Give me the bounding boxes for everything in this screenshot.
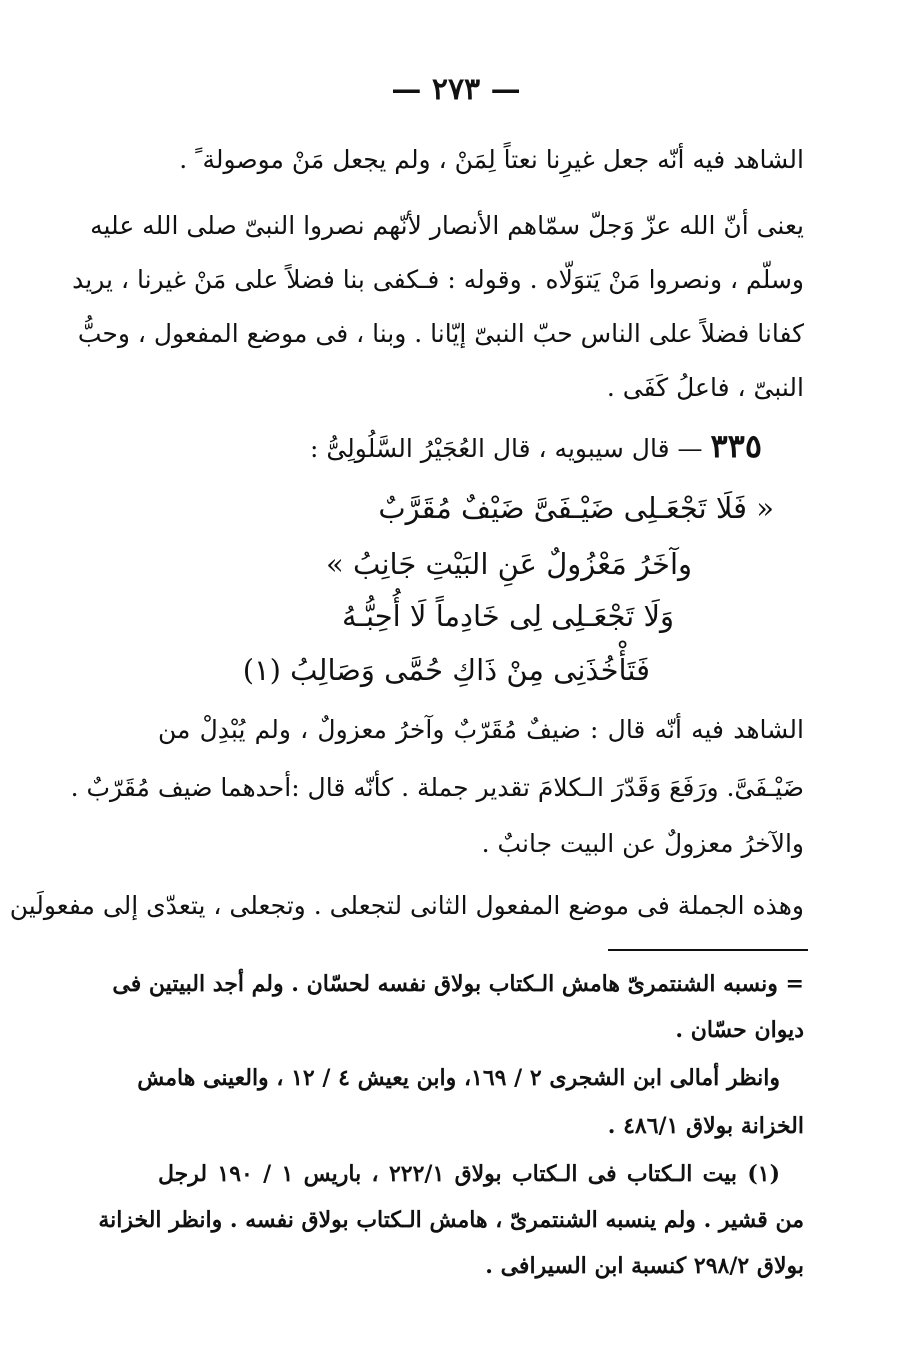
footnote-separator <box>608 949 808 951</box>
footnote-line: = ونسبه الشنتمرىّ هامش الـكتاب بولاق نفسه لحسّان . ولم أجد البيتين فى <box>112 971 804 997</box>
body-line: يعنى أنّ الله عزّ وَجلّ سمّاهم الأنصار لأنّهم نصروا النبىّ صلى الله عليه <box>90 211 804 240</box>
body-line: وسلّم ، ونصروا مَنْ يَتوَلّاه . وقوله : فـكفى بنا فضلاً على مَنْ غيرنا ، يريد <box>72 265 804 294</box>
entry-intro: — قال سيبويه ، قال العُجَيْرُ السَّلُولِىُّ : <box>309 434 703 463</box>
footnote-line: من قشير . ولم ينسبه الشنتمرىّ ، هامش الـكتاب بولاق نفسه . وانظر الخزانة <box>98 1207 804 1233</box>
entry-heading <box>310 428 762 467</box>
commentary-line: الشاهد فيه أنّه قال : ضيفٌ مُقَرّبٌ وآخرُ معزولٌ ، ولم يُبْدِلْ من <box>158 715 804 744</box>
verse-line: وآخَرُ مَعْزُولٌ عَنِ البَيْتِ جَانِبُ » <box>326 547 692 581</box>
commentary-line: والآخرُ معزولٌ عن البيت جانبٌ . <box>481 829 804 858</box>
verse-line: فَتَأْخُذَنِى مِنْ ذَاكِ حُمَّى وَصَالِبُ (١) <box>242 653 650 687</box>
footnote-line: (١) بيت الـكتاب فى الـكتاب بولاق ٢٢٢/١ ، باريس ١ / ١٩٠ لرجل <box>158 1161 780 1187</box>
body-line: كفانا فضلاً على الناس حبّ النبىّ إيّانا . وبنا ، فى موضع المفعول ، وحبُّ <box>77 319 804 348</box>
footnote-line: الخزانة بولاق ٤٨٦/١ . <box>607 1113 804 1139</box>
body-line: النبىّ ، فاعلُ كَفَى . <box>606 373 804 402</box>
verse-line: وَلَا تَجْعَـلِى لِى خَادِماً لَا أُحِبُّـهُ <box>341 599 674 633</box>
commentary-line: وهذه الجملة فى موضع المفعول الثانى لتجعلى . وتجعلى ، يتعدّى إلى مفعولَين <box>9 891 804 920</box>
footnote-line: وانظر أمالى ابن الشجرى ٢ / ١٦٩، وابن يعيش ٤ / ١٢ ، والعينى هامش <box>137 1065 780 1091</box>
footnote-line: بولاق ٢٩٨/٢ كنسبة ابن السيرافى . <box>485 1253 804 1279</box>
verse-line: « فَلَا تَجْعَـلِى ضَيْـفَىَّ ضَيْفٌ مُقَرَّبٌ <box>378 491 774 525</box>
footnote-line: ديوان حسّان . <box>675 1017 804 1043</box>
commentary-line: ضَيْـفَىَّ. ورَفَعَ وَقَدّرَ الـكلامَ تقدير جملة . كأنّه قال :أحدهما ضيف مُقَرّبٌ . <box>70 773 804 802</box>
page-number: — ٢٧٣ — <box>391 72 521 107</box>
entry-number: ٣٣٥ <box>710 427 762 465</box>
body-line: الشاهد فيه أنّه جعل غيرِنا نعتاً لِمَنْ ، ولم يجعل مَنْ موصولة ً . <box>179 145 804 174</box>
